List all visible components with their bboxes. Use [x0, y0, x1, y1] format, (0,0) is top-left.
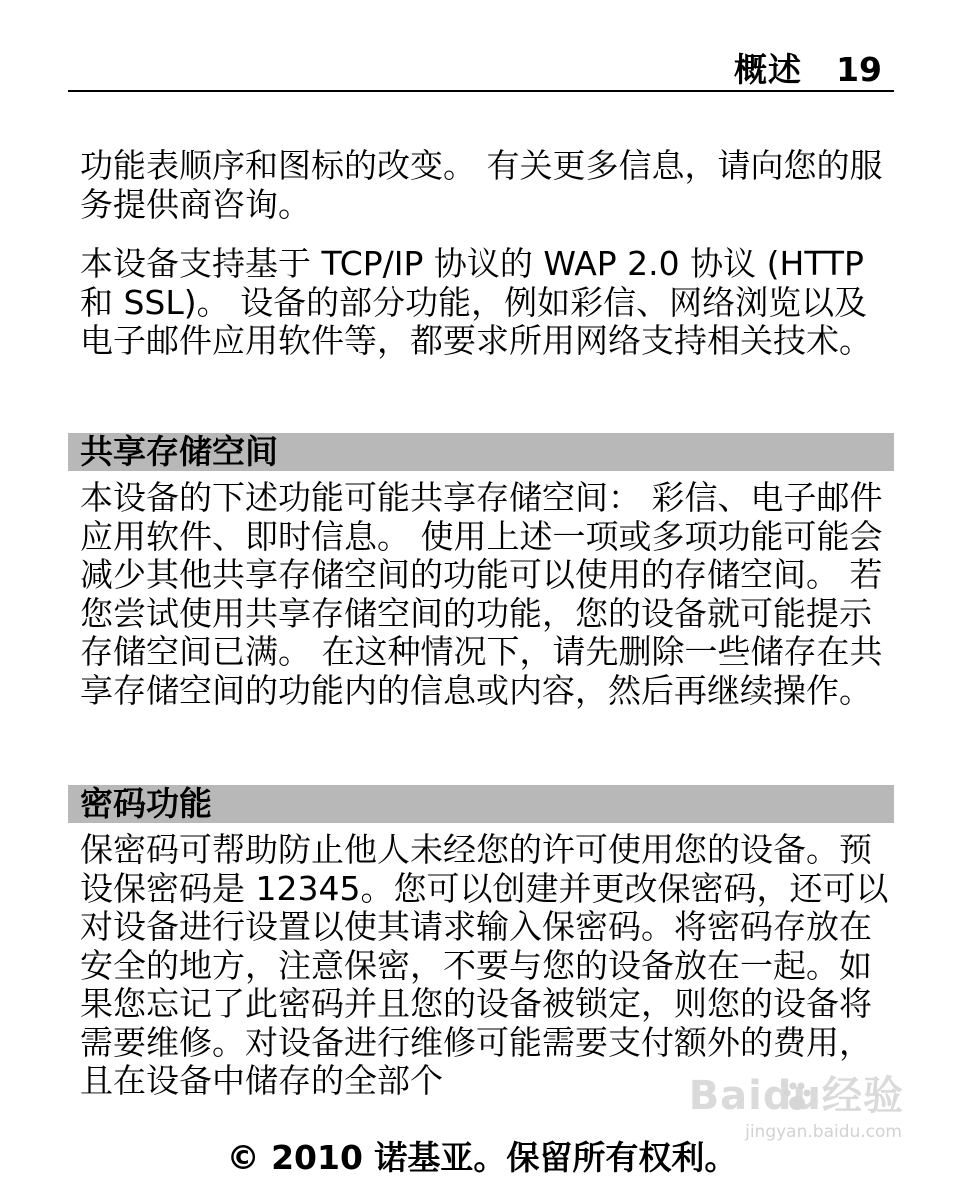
page-header — [68, 44, 894, 92]
section-heading-access-codes — [68, 785, 894, 823]
watermark-url: jingyan.baidu.com — [745, 1122, 902, 1142]
intro-paragraph-2: 本设备支持基于 TCP/IP 协议的 WAP 2.0 协议 (HTTP 和 SSL)。 设备的部分功能，例如彩信、网络浏览以及电子邮件应用软件等，都要求所用网络支持相关技术。 — [80, 244, 872, 360]
section-body-shared-memory: 本设备的下述功能可能共享存储空间： 彩信、电子邮件应用软件、即时信息。 使用上述一项或多项功能可能会减少其他共享存储空间的功能可以使用的存储空间。 若您尝试使用共享存储空间的功能，您的设备就可能提示存储空间已满。 在这种情况下，请先删除一些储存在共享存储空间的功能内的信息或内容，然后再继续操作。 — [80, 478, 883, 710]
chapter-title: 概述 — [734, 50, 802, 89]
page-number: 19 — [836, 50, 882, 89]
section-heading-shared-memory — [68, 433, 894, 471]
copyright-footer: © 2010 诺基亚。保留所有权利。 — [226, 1138, 738, 1177]
intro-paragraph-1: 功能表顺序和图标的改变。 有关更多信息，请向您的服务提供商咨询。 — [80, 146, 883, 224]
section-body-access-codes: 保密码可帮助防止他人未经您的许可使用您的设备。预设保密码是 12345。您可以创建并更改保密码，还可以对设备进行设置以使其请求输入保密码。将密码存放在安全的地方，注意保密，不要与您的设备放在一起。如果您忘记了此密码并且您的设备被锁定，则您的设备将需要维修。对设备进行维修可能需要支付额外的费用，且在设备中储存的全部个 — [80, 830, 889, 1100]
section-title: 密码功能 — [80, 784, 212, 823]
watermark-brand: Baidu经验 — [688, 1073, 904, 1119]
section-title: 共享存储空间 — [80, 432, 278, 471]
